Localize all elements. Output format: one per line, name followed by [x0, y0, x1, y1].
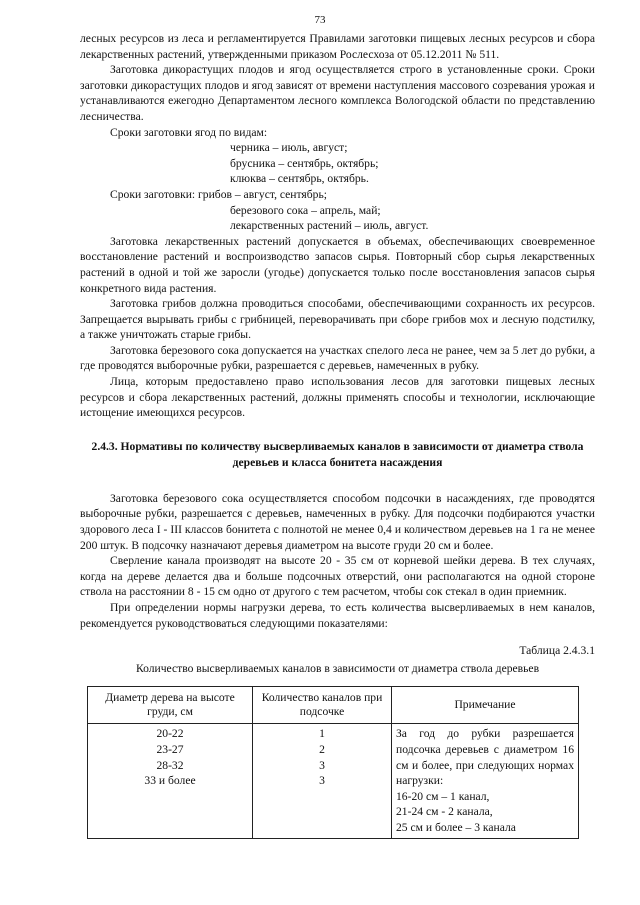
column-header: Примечание [392, 687, 579, 724]
data-table [87, 686, 579, 838]
table-caption: Таблица 2.4.3.1 [519, 644, 595, 658]
paragraph: Заготовка дикорастущих плодов и ягод осуществляется строго в установленные сроки. Сроки заготовки дикорастущих плодов и ягод зависят от времени наступления массового созревания урожая и устанавливаются ежегодно Департаментом лесного комплекса Вологодской области по представлению лесничества. [80, 63, 595, 123]
table-header-row [88, 687, 579, 724]
note-cell [392, 724, 579, 838]
section-heading: 2.4.3. Нормативы по количеству высверливаемых каналов в зависимости от диаметра ствола деревьев и класса бонитета насаждения [91, 439, 584, 469]
diameter-value: 20-22 [156, 727, 184, 741]
document-body [80, 31, 595, 839]
list-item: лекарственных растений – июль, август. [230, 219, 429, 233]
diameter-value: 28-32 [156, 758, 184, 772]
note-text: 16-20 см – 1 канал, [396, 789, 490, 803]
page-number: 73 [314, 14, 326, 26]
list-item: брусника – сентябрь, октябрь; [230, 156, 379, 170]
paragraph: Заготовка березового сока допускается на участках спелого леса не ранее, чем за 5 лет до рубки, а где проводятся выборочные рубки, разрешается с деревьев, намеченных в рубку. [80, 343, 595, 373]
paragraph: Сверление канала производят на высоте 20 - 35 см от корневой шейки дерева. В тех случаях, когда на дереве делается два и больше подсочных отверстий, они располагаются на одной стороне ствола на расстоянии 8 - 15 см одно от другого с тем расчетом, чтобы сок стекал в один приемник. [80, 554, 595, 599]
table-title: Количество высверливаемых каналов в зависимости от диаметра ствола деревьев [135, 661, 540, 675]
paragraph: Заготовка грибов должна проводиться способами, обеспечивающими сохранность их ресурсов. Запрещается вырывать грибы с грибницей, переворачивать при сборе грибов мох и лесную подстилку, а также уничтожать старые грибы. [80, 297, 595, 342]
column-header: Диаметр дерева на высоте груди, см [88, 687, 253, 724]
paragraph: При определении нормы нагрузки дерева, то есть количества высверливаемых в нем каналов, рекомендуется руководствоваться следующими показателями: [80, 601, 595, 630]
table-row [88, 724, 579, 838]
paragraph: Заготовка лекарственных растений допускается в объемах, обеспечивающих своевременное восстановление растений и воспроизводство запасов сырья. Повторный сбор сырья лекарственных растений в одной и той же заросли (угодье) допускается только после восстановления запасов сырья конкретного вида растения. [80, 234, 595, 295]
paragraph: лесных ресурсов из леса и регламентируется Правилами заготовки пищевых лесных ресурсов и сбора лекарственных растений, утвержденными приказом Рослесхоза от 05.12.2011 № 511. [80, 32, 595, 61]
note-text: За год до рубки разрешается подсочка деревьев с диаметром 16 см и более, при следующих нормах нагрузки: [396, 727, 574, 788]
column-header: Количество каналов при подсочке [253, 687, 392, 724]
note-text: 21-24 см - 2 канала, [396, 805, 493, 819]
diameter-value: 23-27 [156, 742, 184, 756]
paragraph: Сроки заготовки ягод по видам: [110, 125, 268, 139]
list-item: клюква – сентябрь, октябрь. [230, 172, 369, 186]
paragraph: Лица, которым предоставлено право использования лесов для заготовки пищевых лесных ресурсов и сбора лекарственных растений, должны применять способы и технологии, исключающие истощение имеющихся ресурсов. [80, 375, 595, 420]
list-item: черника – июль, август; [230, 141, 348, 155]
paragraph: Заготовка березового сока осуществляется способом подсочки в насаждениях, где проводятся выборочные рубки, разрешается с деревьев, намеченных в рубку. Для подсочки подбираются участки здорового леса I - III классов бонитета с полнотой не менее 0,4 и количеством деревьев на 1 га не менее 200 штук. В подсочку назначают деревья диаметром на высоте груди 20 см и более. [80, 491, 595, 552]
channels-value: 3 [319, 774, 325, 788]
channels-value: 2 [319, 742, 325, 756]
channels-value: 1 [319, 727, 325, 741]
diameter-cell [88, 724, 253, 838]
channels-value: 3 [319, 758, 325, 772]
channels-cell [253, 724, 392, 838]
paragraph: Сроки заготовки: грибов – август, сентябрь; [110, 187, 327, 201]
diameter-value: 33 и более [144, 774, 196, 788]
note-text: 25 см и более – 3 канала [396, 820, 516, 834]
list-item: березового сока – апрель, май; [230, 203, 381, 217]
